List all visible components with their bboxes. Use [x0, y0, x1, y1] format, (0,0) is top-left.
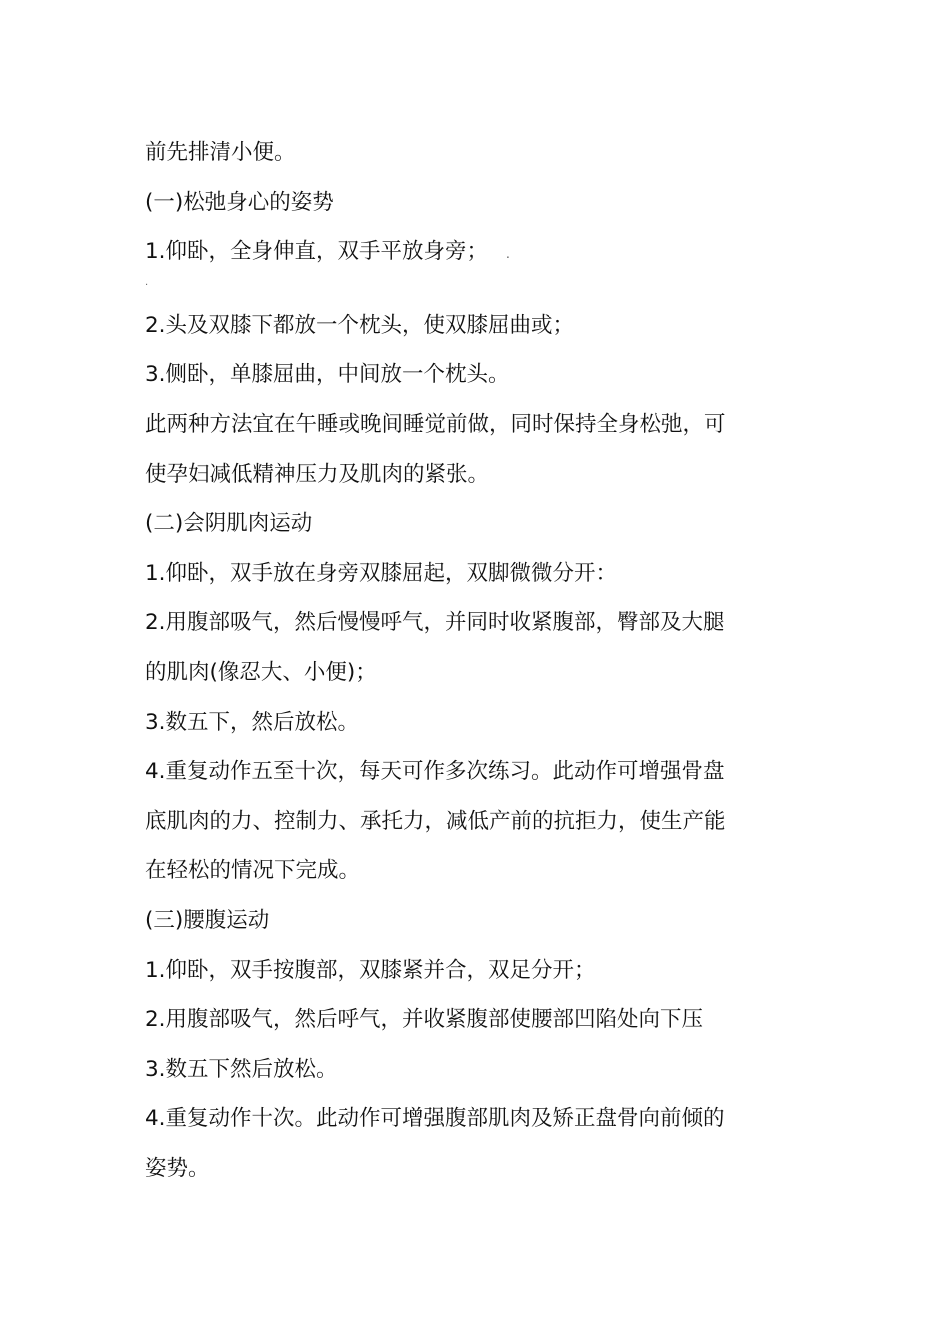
text-line: 1.仰卧，全身伸直，双手平放身旁； [145, 239, 489, 265]
stray-mark-line [145, 277, 805, 301]
text-line: 在轻松的情况下完成。 [145, 858, 361, 884]
text-line: 使孕妇减低精神压力及肌肉的紧张。 [145, 461, 490, 487]
stray-dot: . [506, 247, 510, 262]
text-line: 1.仰卧，双手按腹部，双膝紧并合，双足分开； [145, 957, 596, 983]
text-line-with-stray-dot [145, 227, 805, 277]
text-line: 4.重复动作五至十次，每天可作多次练习。此动作可增强骨盘 [145, 759, 725, 785]
text-line: 此两种方法宜在午睡或晚间睡觉前做，同时保持全身松弛，可 [145, 411, 726, 437]
text-line: 4.重复动作十次。此动作可增强腹部肌肉及矫正盘骨向前倾的 [145, 1106, 725, 1132]
text-line: 3.侧卧，单膝屈曲，中间放一个枕头。 [145, 362, 510, 388]
stray-mark: . [145, 276, 149, 288]
section-heading: (一)松弛身心的姿势 [145, 189, 334, 215]
text-line: 姿势。 [145, 1155, 210, 1181]
section-heading: (三)腰腹运动 [145, 907, 270, 933]
text-line: 3.数五下，然后放松。 [145, 709, 360, 735]
text-line: 的肌肉(像忍大、小便)； [145, 659, 377, 685]
text-line: 1.仰卧，双手放在身旁双膝屈起，双脚微微分开： [145, 560, 618, 586]
text-line: 3.数五下然后放松。 [145, 1056, 338, 1082]
text-line: 2.用腹部吸气，然后呼气，并收紧腹部使腰部凹陷处向下压 [145, 1007, 704, 1033]
text-line: 2.用腹部吸气，然后慢慢呼气，并同时收紧腹部，臀部及大腿 [145, 610, 725, 636]
document-body [145, 128, 805, 1193]
text-line: 前先排清小便。 [145, 140, 296, 165]
section-heading: (二)会阴肌肉运动 [145, 511, 313, 537]
text-line: 底肌肉的力、控制力、承托力，减低产前的抗拒力，使生产能 [145, 808, 726, 834]
text-line: 2.头及双膝下都放一个枕头，使双膝屈曲或； [145, 312, 575, 338]
